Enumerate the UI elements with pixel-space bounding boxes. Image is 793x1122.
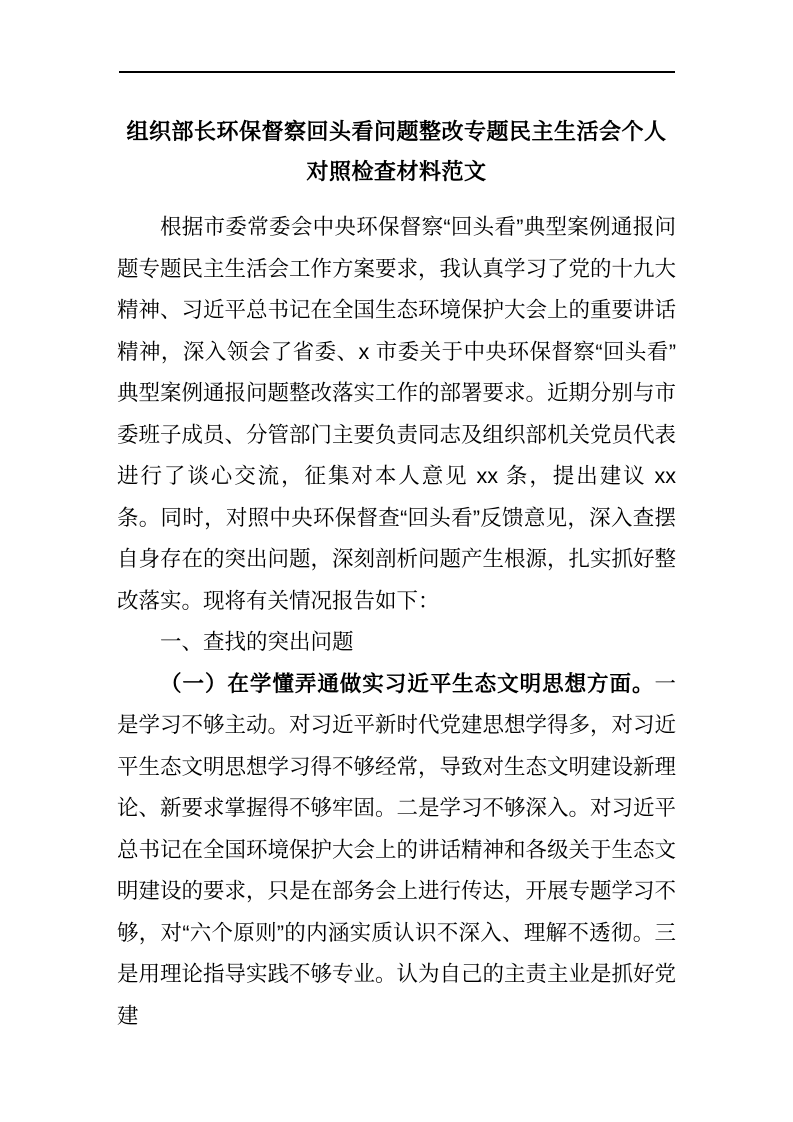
section-1-item-1-bold-lead: （一）在学懂弄通做实习近平生态文明思想方面。 xyxy=(160,671,655,696)
intro-paragraph: 根据市委常委会中央环保督察“回头看”典型案例通报问题专题民主生活会工作方案要求，我认真学习了党的十九大精神、习近平总书记在全国生态环境保护大会上的重要讲话精神，深入领会了省委、x 市委关于中央环保督察“回头看”典型案例通报问题整改落实工作的部署要求。近期分别与市委班子成员、分管部门主要负责同志及组织部机关党员代表进行了谈心交流，征集对本人意见 xx 条，提出建议 xx 条。同时，对照中央环保督查“回头看”反馈意见，深入查摆自身存在的突出问题，深刻剖析问题产生根源，扎实抓好整改落实。现将有关情况报告如下： xyxy=(117,215,677,613)
section-1-item-1 xyxy=(117,664,676,1038)
header-rule xyxy=(119,71,675,73)
document-title: 组织部长环保督察回头看问题整改专题民主生活会个人对照检查材料范文 xyxy=(126,119,667,184)
section-1-heading: 一、查找的突出问题 xyxy=(160,630,354,654)
section-1-item-1-text: 一是学习不够主动。对习近平新时代党建思想学得多，对习近平生态文明思想学习得不够经常，导致对生态文明建设新理论、新要求掌握得不够牢固。二是学习不够深入。对习近平总书记在全国环境保护大会上的讲话精神和各级关于生态文明建设的要求，只是在部务会上进行传达，开展专题学习不够，对“六个原则”的内涵实质认识不深入、理解不透彻。三是用理论指导实践不够专业。认为自己的主责主业是抓好党建 xyxy=(117,671,677,1028)
document-body xyxy=(117,207,676,1037)
